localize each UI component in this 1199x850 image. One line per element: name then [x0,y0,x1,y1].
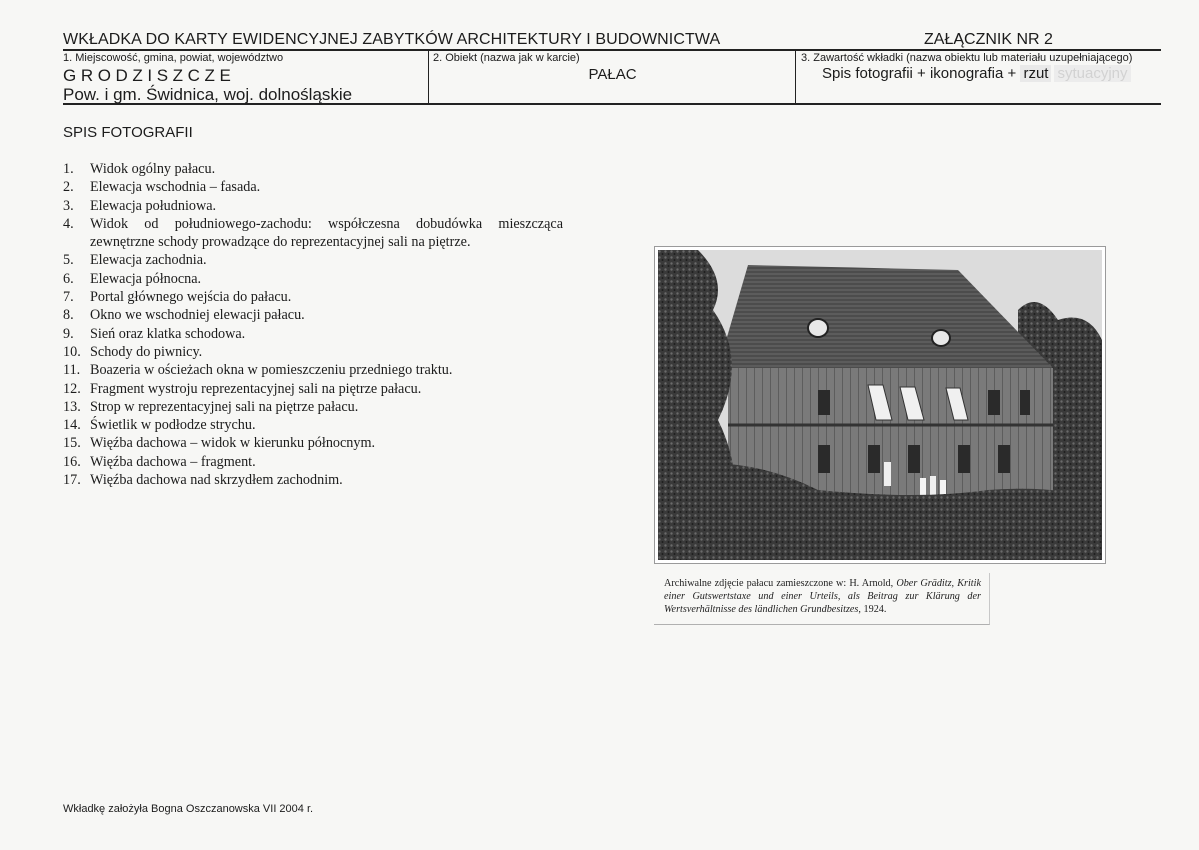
item-number: 11. [63,362,81,379]
contents-value-text: Spis fotografii + ikonografia + [822,65,1017,82]
item-number: 17. [63,472,81,489]
list-item [63,325,563,343]
photo-list [63,160,563,489]
caption-year: , 1924. [858,604,887,615]
caption-text: Archiwalne zdjęcie pałacu zamieszczone w: H. Arnold, [664,578,894,589]
header-rule-top [63,49,1161,51]
item-text: Okno we wschodniej elewacji pałacu. [90,307,305,324]
item-number: 5. [63,252,74,269]
list-item [63,380,563,398]
list-item [63,251,563,269]
list-item [63,197,563,215]
item-text: Widok ogólny pałacu. [90,161,216,177]
object-name: PAŁAC [588,66,637,83]
item-number: 9. [63,325,74,342]
caption-source-title: Ober Gräditz, Kritik einer Gutswertstaxe und einer Urteils, als Beitrag zur Klärung der Wertsverhältnisse des ländlichen Grundbesitzes [664,578,981,615]
archival-photo [654,246,1106,564]
item-text: Więźba dachowa nad skrzydłem zachodnim. [90,472,343,489]
list-item [63,288,563,306]
contents-field-label: 3. Zawartość wkładki (nazwa obiektu lub materiału uzupełniającego) [801,52,1133,64]
item-text: Fragment wystroju reprezentacyjnej sali na piętrze pałacu. [90,380,422,397]
item-number: 10. [63,343,81,360]
contents-value [822,65,1131,82]
contents-value-faded: sytuacyjny [1054,65,1130,82]
item-text: Strop w reprezentacyjnej sali na piętrze pałacu. [90,398,359,415]
item-number: 3. [63,197,74,214]
item-number: 8. [63,307,74,324]
location-district: Pow. i gm. Świdnica, woj. dolnośląskie [63,85,353,104]
list-item [63,471,563,489]
section-title: SPIS FOTOGRAFII [63,124,193,141]
item-number: 6. [63,270,74,287]
field-divider-1 [428,50,429,104]
item-number: 2. [63,179,74,196]
item-text: Elewacja wschodnia – fasada. [90,179,261,196]
item-text: Elewacja północna. [90,270,202,287]
list-item [63,416,563,434]
item-text: Widok od południowego-zachodu: współczesna dobudówka mieszcząca zewnętrzne schody prowadzące do reprezentacyjnej sali na piętrze. [90,215,563,251]
object-field-label: 2. Obiekt (nazwa jak w karcie) [433,52,580,64]
list-item [63,306,563,324]
list-item [63,434,563,452]
list-item [63,361,563,379]
list-item [63,343,563,361]
contents-value-boxed: rzut [1020,65,1051,82]
field-divider-2 [795,50,796,104]
item-number: 7. [63,289,74,306]
photo-caption [654,573,990,625]
item-number: 14. [63,417,81,434]
item-number: 13. [63,398,81,415]
item-text: Więźba dachowa – fragment. [90,453,256,470]
list-item [63,215,563,252]
item-text: Sień oraz klatka schodowa. [90,325,246,342]
item-text: Boazeria w ościeżach okna w pomieszczeniu przedniego traktu. [90,362,453,379]
item-text: Schody do piwnicy. [90,343,203,360]
list-item [63,160,563,178]
author-note: Wkładkę założyła Bogna Oszczanowska VII 2004 r. [63,803,314,815]
item-text: Świetlik w podłodze strychu. [90,417,256,434]
annex-number: ZAŁĄCZNIK NR 2 [924,31,1053,48]
location-field-label: 1. Miejscowość, gmina, powiat, województwo [63,52,284,64]
item-text: Elewacja zachodnia. [90,252,207,269]
item-number: 16. [63,453,81,470]
list-item [63,453,563,471]
location-town: GRODZISZCZE [63,66,236,85]
list-item [63,178,563,196]
document-title: WKŁADKA DO KARTY EWIDENCYJNEJ ZABYTKÓW ARCHITEKTURY I BUDOWNICTWA [63,31,721,48]
list-item [63,270,563,288]
list-item [63,398,563,416]
item-text: Więźba dachowa – widok w kierunku północnym. [90,435,376,452]
item-text: Elewacja południowa. [90,197,217,214]
item-text: Portal głównego wejścia do pałacu. [90,289,292,306]
item-number: 12. [63,380,81,397]
palace-photo-illustration [658,250,1102,560]
item-number: 4. [63,215,74,232]
item-number: 1. [63,161,74,177]
item-number: 15. [63,435,81,452]
